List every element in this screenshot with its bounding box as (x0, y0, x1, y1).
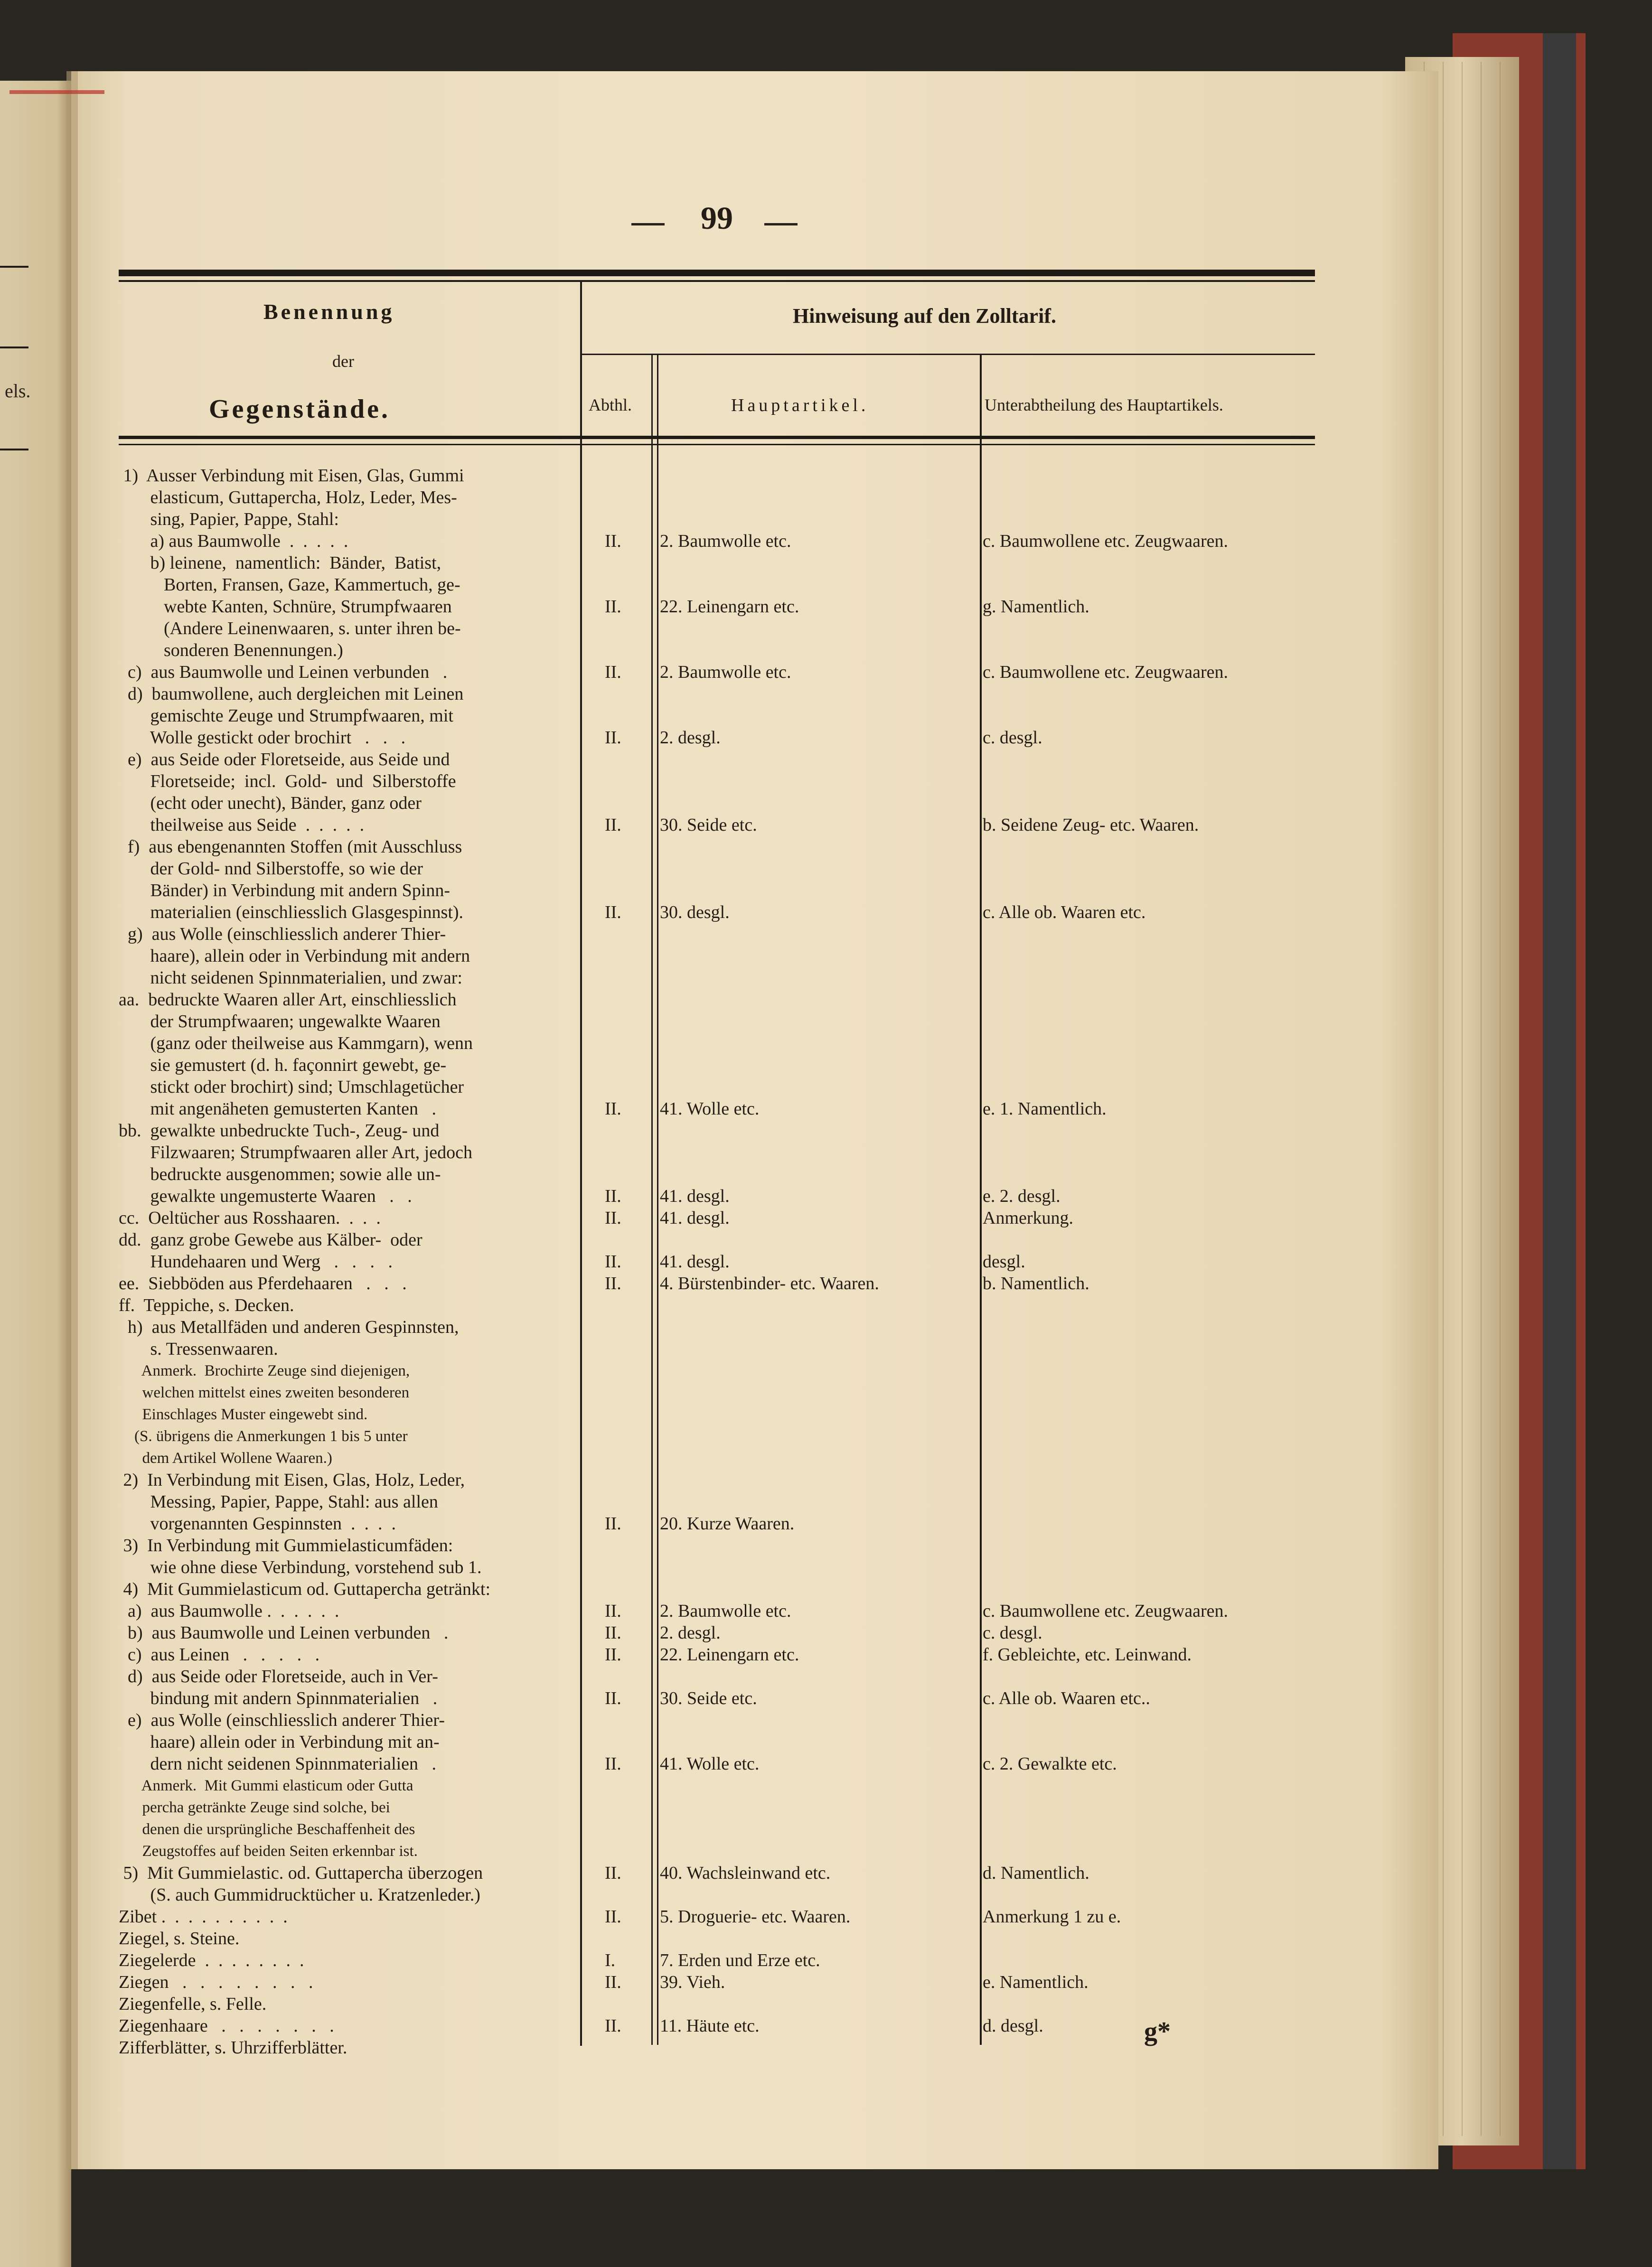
entry-text: der Gold- nnd Silberstoffe, so wie der (119, 859, 423, 879)
entry-text: 4) Mit Gummielasticum od. Guttapercha getränkt: (119, 1579, 491, 1599)
index-row (119, 1010, 1315, 1033)
entry-text: d) baumwollene, auch dergleichen mit Leinen (119, 684, 464, 704)
entry-text: c) aus Leinen . . . . . (119, 1645, 320, 1665)
ribbon (9, 90, 104, 94)
unterabtheilung-cell: b. Seidene Zeug- etc. Waaren. (983, 815, 1199, 835)
index-row (119, 486, 1315, 509)
hauptartikel-cell: 22. Leinengarn etc. (660, 597, 799, 617)
index-row (119, 1905, 1315, 1928)
index-row (119, 1687, 1315, 1710)
index-row (119, 1338, 1315, 1360)
index-row (119, 1272, 1315, 1295)
entry-text: Messing, Papier, Pappe, Stahl: aus allen (119, 1492, 438, 1512)
abth-cell: II. (605, 1863, 621, 1883)
entry-text: c) aus Baumwolle und Leinen verbunden . (119, 662, 448, 682)
hauptartikel-cell: 41. desgl. (660, 1252, 730, 1272)
entry-text: Anmerk. Brochirte Zeuge sind diejenigen, (119, 1362, 410, 1379)
header-rule-thin (119, 444, 1315, 445)
index-row (119, 552, 1315, 574)
entry-text: bindung mit andern Spinnmaterialien . (119, 1688, 438, 1708)
entry-text: Filzwaaren; Strumpfwaaren aller Art, jedoch (119, 1143, 472, 1162)
index-row (119, 1731, 1315, 1753)
entry-text: Anmerk. Mit Gummi elasticum oder Gutta (119, 1777, 413, 1794)
abth-cell: II. (605, 1754, 621, 1774)
entry-text: gemischte Zeuge und Strumpfwaaren, mit (119, 706, 453, 726)
hauptartikel-cell: 41. Wolle etc. (660, 1754, 760, 1774)
hauptartikel-cell: 20. Kurze Waaren. (660, 1514, 795, 1534)
index-row (119, 966, 1315, 989)
index-row (119, 704, 1315, 727)
header-hauptartikel: Hauptartikel. (731, 395, 869, 415)
cover-spine (1543, 33, 1576, 2169)
entry-text: Ziegen . . . . . . . . (119, 1972, 313, 1992)
index-row (119, 1228, 1315, 1251)
hauptartikel-cell: 30. Seide etc. (660, 1688, 757, 1708)
hauptartikel-cell: 2. Baumwolle etc. (660, 1601, 791, 1621)
entry-text: g) aus Wolle (einschliesslich anderer Thier- (119, 924, 446, 944)
hauptartikel-cell: 40. Wachsleinwand etc. (660, 1863, 831, 1883)
unterabtheilung-cell: c. desgl. (983, 1623, 1042, 1643)
entry-text: 2) In Verbindung mit Eisen, Glas, Holz, Leder, (119, 1470, 465, 1490)
unterabtheilung-cell: desgl. (983, 1252, 1025, 1272)
entry-text: cc. Oeltücher aus Rosshaaren. . . . (119, 1208, 381, 1228)
zolltarif-rule (580, 354, 1315, 355)
index-row (119, 857, 1315, 880)
hauptartikel-cell: 2. desgl. (660, 728, 721, 748)
left-page-rule-3 (0, 449, 28, 450)
index-row (119, 1621, 1315, 1644)
unterabtheilung-cell: f. Gebleichte, etc. Leinwand. (983, 1645, 1192, 1665)
hauptartikel-cell: 30. desgl. (660, 902, 730, 922)
unterabtheilung-cell: d. desgl. (983, 2016, 1043, 2036)
left-page-rule-2 (0, 347, 28, 348)
hauptartikel-cell: 11. Häute etc. (660, 2016, 760, 2036)
index-row (119, 1556, 1315, 1579)
index-row (119, 1774, 1315, 1797)
unterabtheilung-cell: c. 2. Gewalkte etc. (983, 1754, 1117, 1774)
entry-text: a) aus Baumwolle . . . . . . (119, 1601, 339, 1621)
entry-text: Ziegenfelle, s. Felle. (119, 1994, 267, 2014)
entry-text: Ziegel, s. Steine. (119, 1929, 240, 1948)
index-row (119, 945, 1315, 967)
hauptartikel-cell: 22. Leinengarn etc. (660, 1645, 799, 1665)
hauptartikel-cell: 41. desgl. (660, 1186, 730, 1206)
unterabtheilung-cell: g. Namentlich. (983, 597, 1089, 617)
index-row (119, 1207, 1315, 1229)
index-row (119, 617, 1315, 640)
abth-cell: II. (605, 1972, 621, 1992)
entry-text: materialien (einschliesslich Glasgespinnst). (119, 902, 464, 922)
entry-text: dd. ganz grobe Gewebe aus Kälber- oder (119, 1230, 422, 1250)
abth-cell: II. (605, 1208, 621, 1228)
entry-text: sie gemustert (d. h. façonnirt gewebt, ge- (119, 1055, 447, 1075)
entry-text: welchen mittelst eines zweiten besonderen (119, 1384, 410, 1401)
entry-text: (S. auch Gummidrucktücher u. Kratzenleder.) (119, 1885, 480, 1905)
entry-text: elasticum, Guttapercha, Holz, Leder, Mes- (119, 487, 457, 507)
unterabtheilung-cell: c. Baumwollene etc. Zeugwaaren. (983, 531, 1228, 551)
top-rule-thin (119, 280, 1315, 282)
index-row (119, 1534, 1315, 1557)
page-number-dash-right (764, 223, 798, 225)
index-row (119, 1141, 1315, 1164)
entry-text: haare) allein oder in Verbindung mit an- (119, 1732, 440, 1752)
hauptartikel-cell: 2. Baumwolle etc. (660, 662, 791, 682)
hauptartikel-cell: 39. Vieh. (660, 1972, 725, 1992)
entry-text: theilweise aus Seide . . . . . (119, 815, 365, 835)
entry-text: 3) In Verbindung mit Gummielasticumfäden: (119, 1536, 453, 1555)
unterabtheilung-cell: c. Alle ob. Waaren etc.. (983, 1688, 1150, 1708)
unterabtheilung-cell: e. Namentlich. (983, 1972, 1089, 1992)
index-row (119, 1359, 1315, 1382)
unterabtheilung-cell: Anmerkung 1 zu e. (983, 1907, 1121, 1927)
entry-text: denen die ursprüngliche Beschaffenheit des (119, 1821, 415, 1838)
index-row (119, 988, 1315, 1011)
entry-text: h) aus Metallfäden und anderen Gespinnsten, (119, 1317, 459, 1337)
entry-text: bb. gewalkte unbedruckte Tuch-, Zeug- und (119, 1121, 440, 1141)
entry-text: d) aus Seide oder Floretseide, auch in Ver- (119, 1667, 438, 1686)
hauptartikel-cell: 7. Erden und Erze etc. (660, 1950, 820, 1970)
entry-text: mit angenäheten gemusterten Kanten . (119, 1099, 437, 1119)
entry-text: ff. Teppiche, s. Decken. (119, 1295, 294, 1315)
unterabtheilung-cell: c. Alle ob. Waaren etc. (983, 902, 1146, 922)
index-row (119, 1927, 1315, 1950)
unterabtheilung-cell: e. 2. desgl. (983, 1186, 1061, 1206)
entry-text: gewalkte ungemusterte Waaren . . (119, 1186, 412, 1206)
index-row (119, 1490, 1315, 1513)
index-row (119, 661, 1315, 684)
abth-cell: II. (605, 1688, 621, 1708)
index-row (119, 901, 1315, 924)
index-row (119, 1949, 1315, 1972)
left-page-rule (0, 266, 28, 268)
index-row (119, 1709, 1315, 1732)
entry-text: haare), allein oder in Verbindung mit andern (119, 946, 470, 966)
hauptartikel-cell: 41. desgl. (660, 1208, 730, 1228)
page-number-dash-left (631, 223, 665, 225)
entry-text: webte Kanten, Schnüre, Strumpfwaaren (119, 597, 452, 617)
entry-text: f) aus ebengenannten Stoffen (mit Ausschluss (119, 837, 462, 857)
unterabtheilung-cell: c. Baumwollene etc. Zeugwaaren. (983, 1601, 1228, 1621)
entry-text: Ziegenhaare . . . . . . . (119, 2016, 334, 2036)
signature-mark: g* (1144, 2017, 1171, 2046)
index-row (119, 464, 1315, 487)
entry-text: der Strumpfwaaren; ungewalkte Waaren (119, 1012, 441, 1031)
abth-cell: II. (605, 728, 621, 748)
entry-text: dem Artikel Wollene Waaren.) (119, 1450, 332, 1467)
index-row (119, 1097, 1315, 1120)
abth-cell: II. (605, 1623, 621, 1643)
index-row (119, 530, 1315, 553)
abth-cell: II. (605, 662, 621, 682)
header-benennung: Benennung (263, 300, 395, 324)
hauptartikel-cell: 2. desgl. (660, 1623, 721, 1643)
header-abthl: Abthl. (589, 395, 632, 414)
entry-text: (ganz oder theilweise aus Kammgarn), wenn (119, 1033, 473, 1053)
index-row (119, 1032, 1315, 1055)
entry-text: sonderen Benennungen.) (119, 640, 343, 660)
header-der: der (332, 352, 354, 371)
entry-text: (Andere Leinenwaaren, s. unter ihren be- (119, 618, 461, 638)
entry-text: e) aus Wolle (einschliesslich anderer Thier- (119, 1710, 445, 1730)
entry-text: 1) Ausser Verbindung mit Eisen, Glas, Gummi (119, 466, 464, 486)
index-row (119, 1643, 1315, 1666)
entry-text: sing, Papier, Pappe, Stahl: (119, 509, 339, 529)
index-row (119, 792, 1315, 815)
index-row (119, 1993, 1315, 2015)
entry-text: 5) Mit Gummielastic. od. Guttapercha überzogen (119, 1863, 483, 1883)
index-row (119, 573, 1315, 596)
index-row (119, 1076, 1315, 1098)
hauptartikel-cell: 2. Baumwolle etc. (660, 531, 791, 551)
index-row (119, 726, 1315, 749)
abth-cell: II. (605, 2016, 621, 2036)
entry-text: (S. übrigens die Anmerkungen 1 bis 5 unter (119, 1428, 408, 1445)
index-row (119, 1600, 1315, 1622)
unterabtheilung-cell: Anmerkung. (983, 1208, 1074, 1228)
index-row (119, 1578, 1315, 1601)
hauptartikel-cell: 5. Droguerie- etc. Waaren. (660, 1907, 851, 1927)
index-row (119, 1447, 1315, 1470)
index-row (119, 770, 1315, 793)
page-number: 99 (701, 200, 733, 236)
hauptartikel-cell: 30. Seide etc. (660, 815, 757, 835)
entry-text: b) aus Baumwolle und Leinen verbunden . (119, 1623, 449, 1643)
unterabtheilung-cell: c. Baumwollene etc. Zeugwaaren. (983, 662, 1228, 682)
index-row (119, 1381, 1315, 1404)
abth-cell: II. (605, 1645, 621, 1665)
index-row (119, 1119, 1315, 1142)
entry-text: vorgenannten Gespinnsten . . . . (119, 1514, 396, 1534)
hauptartikel-cell: 41. Wolle etc. (660, 1099, 760, 1119)
entry-text: Bänder) in Verbindung mit andern Spinn- (119, 881, 450, 900)
entry-text: e) aus Seide oder Floretseide, aus Seide und (119, 749, 450, 769)
entry-text: Wolle gestickt oder brochirt . . . (119, 728, 406, 748)
abth-cell: II. (605, 815, 621, 835)
index-row (119, 1512, 1315, 1535)
gutter-shadow (66, 71, 78, 2169)
index-row (119, 1163, 1315, 1186)
abth-cell: II. (605, 902, 621, 922)
index-row (119, 1796, 1315, 1819)
index-row (119, 508, 1315, 531)
entry-text: nicht seidenen Spinnmaterialien, und zwar: (119, 968, 462, 988)
entry-text: Ziegelerde . . . . . . . . (119, 1950, 304, 1970)
unterabtheilung-cell: d. Namentlich. (983, 1863, 1089, 1883)
index-row (119, 2014, 1315, 2037)
header-unterabtheilung: Unterabtheilung des Hauptartikels. (985, 395, 1223, 414)
index-row (119, 748, 1315, 771)
left-page-fragment: els. (5, 380, 31, 402)
index-row (119, 1840, 1315, 1863)
abth-cell: I. (605, 1950, 616, 1970)
entry-text: Borten, Fransen, Gaze, Kammertuch, ge- (119, 575, 460, 595)
index-row (119, 1862, 1315, 1884)
index-row (119, 1185, 1315, 1208)
index-row (119, 1665, 1315, 1688)
abth-cell: II. (605, 1601, 621, 1621)
entry-text: s. Tressenwaaren. (119, 1339, 278, 1359)
entry-text: bedruckte ausgenommen; sowie alle un- (119, 1164, 441, 1184)
header-gegenstaende: Gegenstände. (209, 394, 390, 424)
entry-text: aa. bedruckte Waaren aller Art, einschliesslich (119, 990, 457, 1010)
entry-text: Einschlages Muster eingewebt sind. (119, 1406, 368, 1423)
entry-text: ee. Siebböden aus Pferdehaaren . . . (119, 1274, 407, 1293)
abth-cell: II. (605, 1274, 621, 1293)
abth-cell: II. (605, 531, 621, 551)
abth-cell: II. (605, 1099, 621, 1119)
header-rule-thick (119, 436, 1315, 439)
index-row (119, 1294, 1315, 1317)
index-row (119, 814, 1315, 836)
abth-cell: II. (605, 1514, 621, 1534)
index-row (119, 835, 1315, 858)
abth-cell: II. (605, 1186, 621, 1206)
index-row (119, 639, 1315, 662)
index-row (119, 1425, 1315, 1448)
index-row (119, 1250, 1315, 1273)
index-row (119, 1403, 1315, 1426)
unterabtheilung-cell: e. 1. Namentlich. (983, 1099, 1107, 1119)
index-row (119, 1752, 1315, 1775)
entry-text: (echt oder unecht), Bänder, ganz oder (119, 793, 422, 813)
index-row (119, 2036, 1315, 2059)
index-row (119, 1971, 1315, 1994)
header-zolltarif: Hinweisung auf den Zolltarif. (793, 304, 1056, 328)
index-row (119, 879, 1315, 902)
abth-cell: II. (605, 1907, 621, 1927)
abth-cell: II. (605, 1252, 621, 1272)
entry-text: percha getränkte Zeuge sind solche, bei (119, 1799, 390, 1816)
index-row (119, 923, 1315, 946)
index-row (119, 1883, 1315, 1906)
entry-text: b) leinene, namentlich: Bänder, Batist, (119, 553, 441, 573)
entry-text: Hundehaaren und Werg . . . . (119, 1252, 393, 1272)
left-page (0, 81, 71, 2267)
hauptartikel-cell: 4. Bürstenbinder- etc. Waaren. (660, 1274, 879, 1293)
entry-text: stickt oder brochirt) sind; Umschlagetücher (119, 1077, 464, 1097)
top-rule-thick (119, 270, 1315, 276)
abth-cell: II. (605, 597, 621, 617)
entry-text: dern nicht seidenen Spinnmaterialien . (119, 1754, 437, 1774)
unterabtheilung-cell: c. desgl. (983, 728, 1042, 748)
index-row (119, 683, 1315, 705)
index-row (119, 1469, 1315, 1491)
entry-text: Zibet . . . . . . . . . . (119, 1907, 288, 1927)
unterabtheilung-cell: b. Namentlich. (983, 1274, 1089, 1293)
entry-text: Zeugstoffes auf beiden Seiten erkennbar ist. (119, 1843, 418, 1860)
entry-text: wie ohne diese Verbindung, vorstehend sub 1. (119, 1557, 482, 1577)
entry-text: a) aus Baumwolle . . . . . (119, 531, 348, 551)
index-row (119, 1054, 1315, 1077)
entry-text: Zifferblätter, s. Uhrzifferblätter. (119, 2038, 347, 2058)
index-row (119, 595, 1315, 618)
index-row (119, 1316, 1315, 1339)
entry-text: Floretseide; incl. Gold- und Silberstoffe (119, 771, 456, 791)
index-row (119, 1818, 1315, 1841)
